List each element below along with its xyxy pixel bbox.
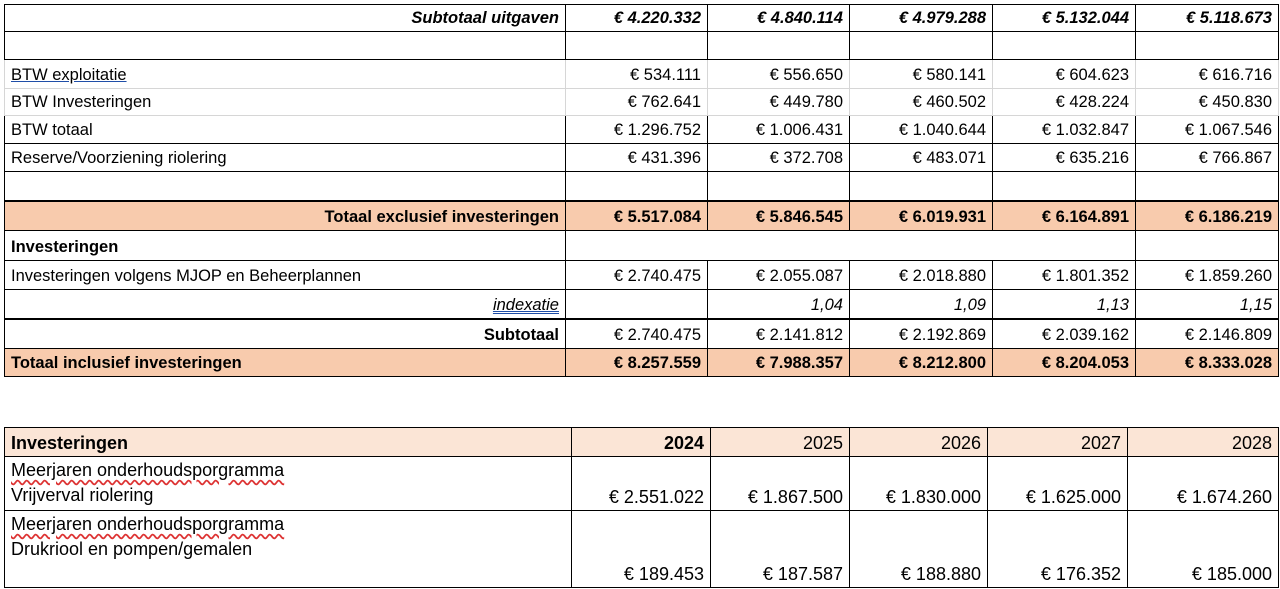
cell-2026: € 8.212.800: [850, 349, 993, 377]
cell-2027: [993, 172, 1136, 201]
budget-table: [4, 4, 1279, 377]
cell-2027: € 1.625.000: [988, 457, 1128, 511]
cell-2024: [566, 32, 708, 60]
table-row: [5, 5, 1279, 32]
cell-2024: € 189.453: [572, 511, 711, 588]
cell-2024: € 431.396: [566, 144, 708, 172]
row-description-line1: Meerjaren onderhoudsporgramma: [11, 460, 285, 480]
year-header: 2027: [988, 428, 1128, 457]
cell-2027: € 635.216: [993, 144, 1136, 172]
cell-2026: € 1.830.000: [850, 457, 988, 511]
cell-2028: € 450.830: [1136, 89, 1279, 116]
row-description: [5, 457, 572, 511]
cell-2027: 1,13: [993, 290, 1136, 319]
section-blank: [566, 231, 1136, 261]
table-row: [5, 457, 1279, 511]
row-label: [5, 290, 566, 319]
cell-2025: € 372.708: [708, 144, 850, 172]
cell-2026: € 460.502: [850, 89, 993, 116]
cell-2024: € 2.740.475: [566, 261, 708, 290]
cell-2028: € 1.674.260: [1128, 457, 1279, 511]
cell-2025: € 4.840.114: [708, 5, 850, 32]
table-row: [5, 144, 1279, 172]
cell-2028: [1136, 231, 1279, 261]
cell-2027: € 6.164.891: [993, 201, 1136, 231]
cell-2027: € 604.623: [993, 60, 1136, 89]
row-label: Totaal inclusief investeringen: [5, 349, 566, 377]
table-row: [5, 261, 1279, 290]
cell-2027: € 428.224: [993, 89, 1136, 116]
cell-2025: € 187.587: [711, 511, 850, 588]
cell-2027: € 1.032.847: [993, 116, 1136, 144]
row-description-line2: Vrijverval riolering: [11, 485, 154, 505]
table-row: [5, 231, 1279, 261]
cell-2024: € 762.641: [566, 89, 708, 116]
cell-2027: € 2.039.162: [993, 319, 1136, 349]
table-row: [5, 60, 1279, 89]
header-label: Investeringen: [5, 428, 572, 457]
cell-2024: € 5.517.084: [566, 201, 708, 231]
cell-2024: € 8.257.559: [566, 349, 708, 377]
table-row: [5, 290, 1279, 319]
cell-2027: [993, 32, 1136, 60]
table-row: [5, 349, 1279, 377]
cell-2026: € 4.979.288: [850, 5, 993, 32]
table-row: [5, 511, 1279, 588]
year-header: 2026: [850, 428, 988, 457]
cell-2028: € 8.333.028: [1136, 349, 1279, 377]
year-header: 2028: [1128, 428, 1279, 457]
cell-2028: € 185.000: [1128, 511, 1279, 588]
row-label-text: indexatie: [492, 295, 559, 314]
table-row: [5, 32, 1279, 60]
cell-2028: € 1.067.546: [1136, 116, 1279, 144]
row-label: [5, 60, 566, 89]
cell-2024: € 1.296.752: [566, 116, 708, 144]
row-description-line1: Meerjaren onderhoudsporgramma: [11, 514, 285, 534]
row-description-line2: Drukriool en pompen/gemalen: [11, 539, 253, 559]
row-label: Reserve/Voorziening riolering: [5, 144, 566, 172]
cell-2027: € 5.132.044: [993, 5, 1136, 32]
row-description: [5, 511, 572, 588]
row-label: Subtotaal: [5, 319, 566, 349]
row-label: [5, 32, 566, 60]
cell-2028: [1136, 172, 1279, 201]
cell-2027: € 8.204.053: [993, 349, 1136, 377]
cell-2026: [850, 172, 993, 201]
row-label: BTW Investeringen: [5, 89, 566, 116]
cell-2026: € 1.040.644: [850, 116, 993, 144]
cell-2025: € 5.846.545: [708, 201, 850, 231]
cell-2024: € 2.740.475: [566, 319, 708, 349]
cell-2028: € 6.186.219: [1136, 201, 1279, 231]
row-label: Totaal exclusief investeringen: [5, 201, 566, 231]
cell-2025: € 2.141.812: [708, 319, 850, 349]
table-header-row: [5, 428, 1279, 457]
cell-2028: € 766.867: [1136, 144, 1279, 172]
cell-2028: 1,15: [1136, 290, 1279, 319]
cell-2026: € 2.018.880: [850, 261, 993, 290]
cell-2028: € 1.859.260: [1136, 261, 1279, 290]
cell-2026: € 188.880: [850, 511, 988, 588]
cell-2026: 1,09: [850, 290, 993, 319]
year-header: 2025: [711, 428, 850, 457]
cell-2024: [566, 290, 708, 319]
table-row: [5, 116, 1279, 144]
row-label: BTW totaal: [5, 116, 566, 144]
cell-2024: € 2.551.022: [572, 457, 711, 511]
cell-2025: € 449.780: [708, 89, 850, 116]
table-row: [5, 319, 1279, 349]
cell-2025: € 556.650: [708, 60, 850, 89]
cell-2026: € 2.192.869: [850, 319, 993, 349]
table-row: [5, 172, 1279, 201]
cell-2025: € 2.055.087: [708, 261, 850, 290]
cell-2026: € 6.019.931: [850, 201, 993, 231]
cell-2025: [708, 32, 850, 60]
cell-2026: [850, 32, 993, 60]
cell-2025: € 1.867.500: [711, 457, 850, 511]
table-row: [5, 201, 1279, 231]
row-label: Investeringen volgens MJOP en Beheerplannen: [5, 261, 566, 290]
section-label: Investeringen: [5, 231, 566, 261]
cell-2025: 1,04: [708, 290, 850, 319]
year-header: 2024: [572, 428, 711, 457]
cell-2026: € 580.141: [850, 60, 993, 89]
cell-2028: € 5.118.673: [1136, 5, 1279, 32]
cell-2025: € 7.988.357: [708, 349, 850, 377]
cell-2026: € 483.071: [850, 144, 993, 172]
cell-2025: € 1.006.431: [708, 116, 850, 144]
row-label: [5, 172, 566, 201]
cell-2024: € 534.111: [566, 60, 708, 89]
cell-2028: € 616.716: [1136, 60, 1279, 89]
row-label-text: BTW exploitatie: [11, 66, 127, 84]
cell-2025: [708, 172, 850, 201]
cell-2027: € 1.801.352: [993, 261, 1136, 290]
investments-table: [4, 427, 1279, 588]
cell-2028: € 2.146.809: [1136, 319, 1279, 349]
cell-2024: € 4.220.332: [566, 5, 708, 32]
cell-2024: [566, 172, 708, 201]
row-label: Subtotaal uitgaven: [5, 5, 566, 32]
cell-2028: [1136, 32, 1279, 60]
table-row: [5, 89, 1279, 116]
cell-2027: € 176.352: [988, 511, 1128, 588]
